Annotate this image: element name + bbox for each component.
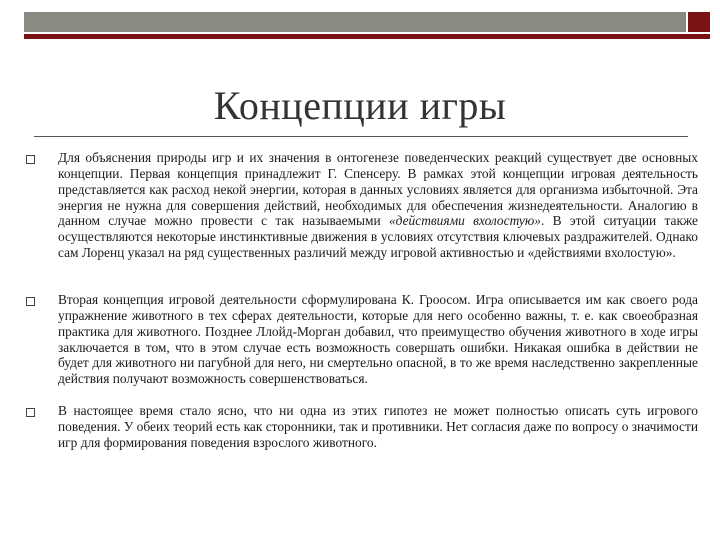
bullet-square-icon bbox=[26, 297, 35, 306]
bullet-square-icon bbox=[26, 408, 35, 417]
title-divider bbox=[34, 136, 688, 137]
bullet-square-icon bbox=[26, 155, 35, 164]
paragraph-groos: Вторая концепция игровой деятельности сформулирована К. Гроосом. Игра описывается им как своего рода упражнение животного в тех сферах деятельности, которые для него особенно важны, т. е. как своеобразная практика для животного. Позднее Ллойд-Морган добавил, что преимущество обучения животного в ходе игры заключается в том, что в этом случае есть возможность совершать ошибки. Никакая ошибка в действии не будет для животного ни пагубной для него, ни смертельно опасной, в то же время наследственно закрепленные действия получают возможность совершенствоваться. bbox=[58, 292, 698, 387]
header-accent-line bbox=[24, 34, 710, 39]
paragraph-text: . В этой ситуации также осуществляются некоторые инстинктивные движения в условиях отсутствия ключевых раздражителей. Однако сам Лоренц указал на ряд существенных различий между игровой активностью и «действиями вхолостую». bbox=[58, 213, 698, 261]
slide-title: Концепции игры bbox=[213, 83, 507, 128]
paragraph-text: Для объяснения природы игр и их значения в онтогенезе поведенческих реакций существует две основных концепции. Первая концепция принадлежит Г. Спенсеру. В рамках этой концепции игровая деятельность представляется как расход некой энергии, которая в данных условиях является для организма избыточной. Эта энергия не нужна для совершения действий, необходимых для обеспечения жизнедеятельности. Аналогию в данном случае можно провести с так называемыми bbox=[58, 150, 698, 229]
paragraph-conclusion: В настоящее время стало ясно, что ни одна из этих гипотез не может полностью описать суть игрового поведения. У обеих теорий есть как сторонники, так и противники. Нет согласия даже по вопросу о значимости игр для формирования поведения взрослого животного. bbox=[58, 403, 698, 450]
header-gray-band bbox=[24, 12, 686, 32]
emphasis-text: «действиями вхолостую» bbox=[388, 213, 541, 229]
header-accent-square bbox=[688, 12, 710, 32]
paragraph-spencer bbox=[58, 150, 698, 261]
